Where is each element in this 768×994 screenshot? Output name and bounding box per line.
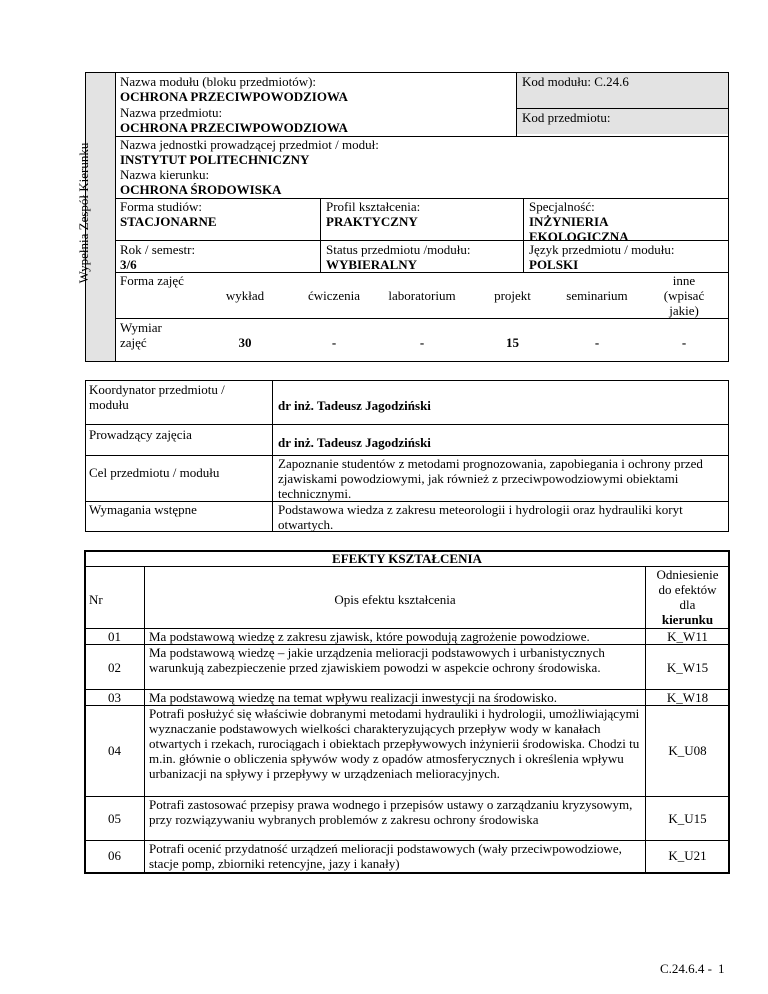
effect-reference: K_U08 <box>668 743 707 758</box>
year-semester: 3/6 <box>120 257 137 272</box>
effect-nr: 05 <box>108 811 121 826</box>
requirements-label: Wymagania wstępne <box>89 502 197 517</box>
hours-lecture: 30 <box>238 335 252 350</box>
profile: PRAKTYCZNY <box>326 214 418 229</box>
subject-name-label: Nazwa przedmiotu: <box>120 105 223 120</box>
effect-reference: K_W18 <box>666 690 709 705</box>
unit-name: INSTYTUT POLITECHNICZNY <box>120 152 310 167</box>
effect-description: Ma podstawową wiedzę – jakie urządzenia melioracji podstawowych i urbanistycznych warunkują zabezpieczenie przed zjawiskiem powodzi w aspekcie ochrony środowiska. <box>149 645 605 675</box>
effect-nr: 02 <box>108 660 121 675</box>
study-form: STACJONARNE <box>120 214 217 229</box>
side-label: Wypełnia Zespół Kierunku <box>76 142 91 284</box>
effect-reference: K_W15 <box>666 660 709 675</box>
status: WYBIERALNY <box>326 257 418 272</box>
page-code: C.24.6.4 - <box>660 961 712 976</box>
effect-description: Potrafi ocenić przydatność urządzeń melioracji podstawowych (wały przeciwpowodziowe, stacje pomp, zbiorniki retencyjne, jazy i kanały) <box>149 841 622 871</box>
effect-nr: 04 <box>108 743 121 758</box>
hours-seminar: - <box>594 335 600 350</box>
effect-description: Potrafi posłużyć się właściwie dobranymi metodami hydrauliki i hydrologii, umożliwiającymi wyznaczanie podstawowych wielkości charakteryzujących przepływ wody w kanałach otwartych i rzekach, rurociągach i obiektach przepływowych inżynierii środowiska. Chodzi tu m.in. głównie o obliczenia spływów wody z opadów atmosferycznych i określenia wpływu urbanizacji na spływy i przepływy w urządzeniach melioracyjnych. <box>149 706 640 781</box>
goal: Zapoznanie studentów z metodami prognozowania, zapobiegania i ochrony przed zjawiskami powodziowymi, jak również z przeciwpowodziowymi obiektami technicznymi. <box>278 456 703 501</box>
study-form-label: Forma studiów: <box>120 199 202 214</box>
form-exercises: ćwiczenia <box>308 288 360 303</box>
col-reference-3: dla <box>679 597 696 612</box>
form-laboratory: laboratorium <box>388 288 456 303</box>
requirements: Podstawowa wiedza z zakresu meteorologii i hydrologii oraz hydrauliki koryt otwartych. <box>278 502 683 532</box>
hours-label-2: zajęć <box>120 335 147 350</box>
effect-description: Ma podstawową wiedzę na temat wpływu realizacji inwestycji na środowisko. <box>149 690 557 705</box>
form-lecture: wykład <box>225 288 265 303</box>
coordinator-label-2: modułu <box>89 397 129 412</box>
effect-reference: K_U15 <box>668 811 707 826</box>
status-label: Status przedmiotu /modułu: <box>326 242 471 257</box>
hours-laboratory: - <box>419 335 425 350</box>
page-number: 1 <box>718 961 725 976</box>
specialty-line-1: INŻYNIERIA <box>529 214 609 229</box>
teacher-label: Prowadzący zajęcia <box>89 427 192 442</box>
hours-other: - <box>681 335 687 350</box>
hours-label-1: Wymiar <box>120 320 162 335</box>
col-reference-4: kierunku <box>661 612 714 627</box>
specialty-line-2: EKOLOGICZNA <box>529 229 629 244</box>
form-other-1: inne <box>672 273 696 288</box>
form-project: projekt <box>494 288 531 303</box>
subject-name: OCHRONA PRZECIWPOWODZIOWA <box>120 120 348 135</box>
effect-reference: K_W11 <box>667 629 708 644</box>
coordinator: dr inż. Tadeusz Jagodziński <box>278 398 431 413</box>
col-nr: Nr <box>89 592 103 607</box>
subject-code: Kod przedmiotu: <box>522 110 611 125</box>
effect-nr: 06 <box>108 848 121 863</box>
coordinator-label-1: Koordynator przedmiotu / <box>89 382 225 397</box>
module-code: Kod modułu: C.24.6 <box>522 74 629 89</box>
form-seminar: seminarium <box>566 288 628 303</box>
form-other-3: jakie) <box>669 303 699 318</box>
language: POLSKI <box>529 257 579 272</box>
hours-exercises: - <box>331 335 337 350</box>
col-description: Opis efektu kształcenia <box>334 592 456 607</box>
effect-reference: K_U21 <box>668 848 707 863</box>
col-reference-2: do efektów <box>658 582 717 597</box>
profile-label: Profil kształcenia: <box>326 199 421 214</box>
language-label: Język przedmiotu / modułu: <box>529 242 675 257</box>
col-reference-1: Odniesienie <box>656 567 719 582</box>
forms-label: Forma zajęć <box>120 273 184 288</box>
effect-nr: 03 <box>108 690 121 705</box>
form-other-2: (wpisać <box>663 288 705 303</box>
teacher: dr inż. Tadeusz Jagodziński <box>278 435 431 450</box>
goal-label: Cel przedmiotu / modułu <box>89 465 220 480</box>
module-name-label: Nazwa modułu (bloku przedmiotów): <box>120 74 317 89</box>
specialty-label: Specjalność: <box>529 199 595 214</box>
effects-title: EFEKTY KSZTAŁCENIA <box>332 551 482 566</box>
field-name: OCHRONA ŚRODOWISKA <box>120 182 282 197</box>
effect-nr: 01 <box>108 629 121 644</box>
effect-description: Ma podstawową wiedzę z zakresu zjawisk, które powodują zagrożenie powodziowe. <box>149 629 590 644</box>
unit-label: Nazwa jednostki prowadzącej przedmiot / moduł: <box>120 137 379 152</box>
hours-project: 15 <box>506 335 519 350</box>
field-label: Nazwa kierunku: <box>120 167 210 182</box>
module-name: OCHRONA PRZECIWPOWODZIOWA <box>120 89 348 104</box>
year-label: Rok / semestr: <box>120 242 196 257</box>
effect-description: Potrafi zastosować przepisy prawa wodnego i przepisów ustawy o zarządzaniu kryzysowym, przy rozwiązywaniu wybranych problemów z zakresu ochrony środowiska <box>149 797 633 827</box>
